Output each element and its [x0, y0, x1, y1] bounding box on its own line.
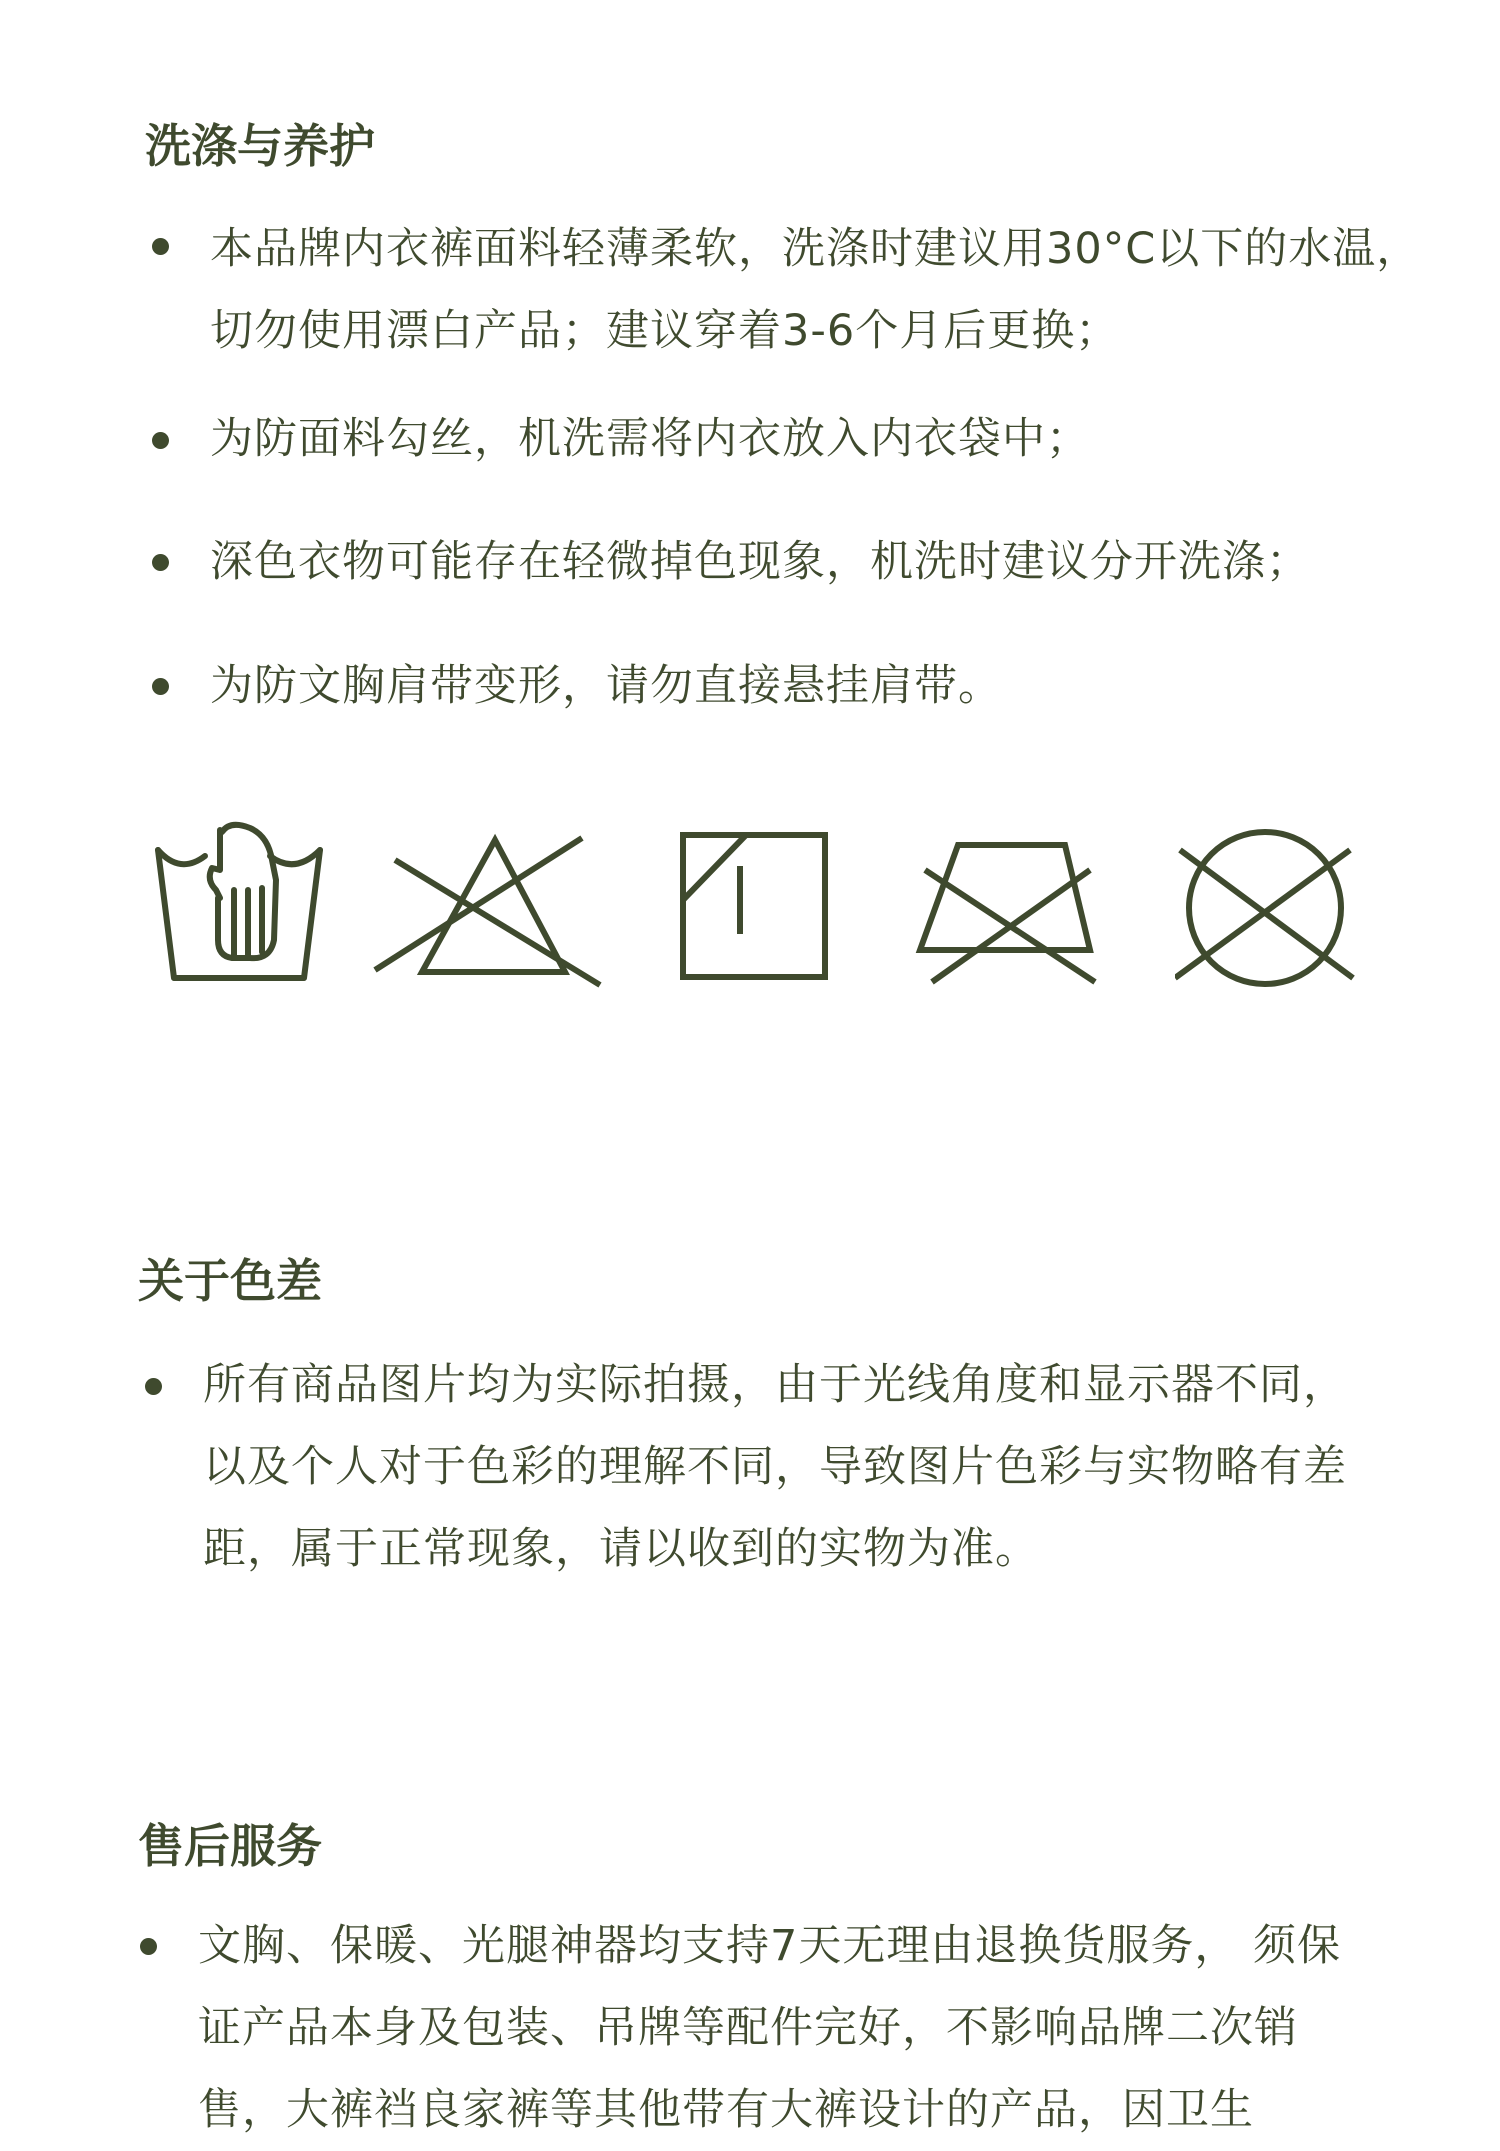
care-icons-row — [150, 820, 1380, 1020]
color-difference-item-1: 所有商品图片均为实际拍摄，由于光线角度和显示器不同，以及个人对于色彩的理解不同，导致图片色彩与实物略有差距，属于正常现象，请以收到的实物为准。 — [203, 1360, 1347, 1574]
washing-item-2: 为防面料勾丝，机洗需将内衣放入内衣袋中； — [210, 414, 1090, 464]
no-dry-clean-icon — [1175, 820, 1375, 1000]
after-sales-section-title: 售后服务 — [138, 1819, 322, 1873]
bullet-dot — [152, 678, 169, 695]
bullet-dot — [152, 554, 169, 571]
after-sales-item-1: 文胸、保暖、光腿神器均支持7天无理由退换货服务， 须保证产品本身及包装、吊牌等配件完好，不影响品牌二次销售，大裤裆良家裤等其他带有大裤设计的产品，因卫生 — [198, 1921, 1342, 2135]
tumble-dry-icon — [678, 830, 838, 990]
washing-item-1: 本品牌内衣裤面料轻薄柔软，洗涤时建议用30°C以下的水温，切勿使用漂白产品；建议穿着3-6个月后更换； — [210, 224, 1421, 356]
color-difference-section-title: 关于色差 — [138, 1254, 322, 1308]
hand-wash-icon — [150, 820, 330, 990]
washing-item-4: 为防文胸肩带变形，请勿直接悬挂肩带。 — [210, 661, 1002, 711]
bullet-dot — [145, 1378, 162, 1395]
no-iron-icon — [910, 830, 1110, 990]
bullet-dot — [152, 432, 169, 449]
washing-section-title: 洗涤与养护 — [145, 119, 375, 173]
no-bleach-icon — [370, 820, 610, 990]
bullet-dot — [152, 238, 169, 255]
washing-item-3: 深色衣物可能存在轻微掉色现象，机洗时建议分开洗涤； — [210, 537, 1310, 587]
bullet-dot — [140, 1938, 157, 1955]
